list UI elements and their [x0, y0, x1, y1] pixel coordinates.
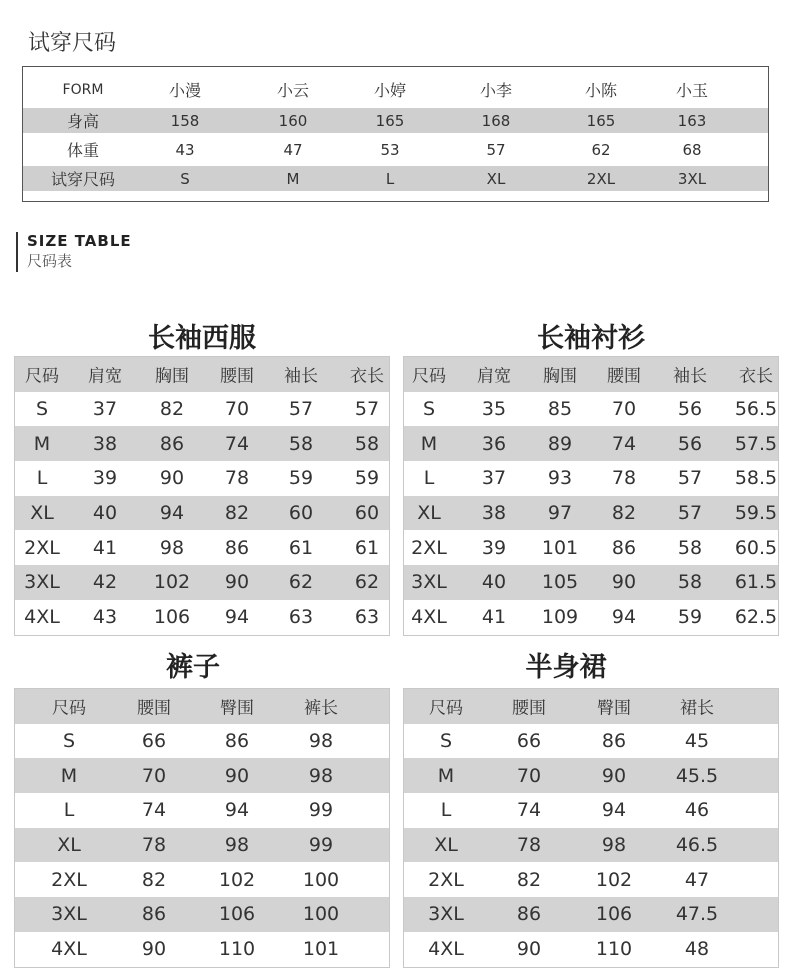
table-cell: 90 [611, 571, 637, 594]
table-cell: 82 [159, 398, 185, 421]
size-label: M [60, 764, 78, 787]
table-cell: 98 [601, 834, 627, 857]
table-cell: 56 [677, 398, 703, 421]
size-label: L [63, 799, 75, 822]
trial-cell: 小云 [276, 81, 310, 100]
table-cell: 62 [288, 571, 314, 594]
column-header: 尺码 [412, 366, 446, 387]
table-row [404, 758, 778, 793]
size-label: M [437, 764, 455, 787]
trial-cell: 小婷 [373, 81, 407, 100]
table-cell: 78 [141, 834, 167, 857]
column-header: 衣长 [739, 366, 773, 387]
table-row [404, 496, 778, 531]
table-cell: 100 [302, 903, 340, 926]
table-cell: 36 [481, 432, 507, 455]
column-header: 袖长 [284, 366, 318, 387]
table-cell: 47 [684, 868, 710, 891]
pants-table-title: 裤子 [166, 652, 220, 683]
size-label: 4XL [411, 606, 447, 629]
table-cell: 90 [141, 938, 167, 961]
trial-cell: 158 [170, 111, 200, 130]
column-header: 臀围 [597, 698, 631, 719]
trial-cell: 57 [486, 140, 506, 159]
table-cell: 38 [92, 432, 118, 455]
trial-row [23, 108, 768, 133]
trial-cell: 163 [677, 111, 707, 130]
size-label: XL [57, 834, 81, 857]
trial-cell: 小陈 [584, 81, 618, 100]
size-label: XL [30, 502, 54, 525]
size-table-en: SIZE TABLE [27, 232, 132, 250]
table-row [404, 600, 778, 635]
table-row [404, 793, 778, 828]
table-cell: 70 [611, 398, 637, 421]
shirt-size-table [403, 356, 779, 636]
table-cell: 45 [684, 730, 710, 753]
trial-cell: 2XL [586, 169, 616, 188]
table-cell: 90 [159, 467, 185, 490]
trial-cell: 165 [586, 111, 616, 130]
table-cell: 61 [288, 536, 314, 559]
column-header: 尺码 [52, 698, 86, 719]
table-row [404, 392, 778, 427]
table-row [15, 426, 389, 461]
table-cell: 39 [92, 467, 118, 490]
table-cell: 101 [302, 938, 340, 961]
trial-row-label: 体重 [66, 141, 100, 160]
table-cell: 57 [677, 502, 703, 525]
trial-cell: 165 [375, 111, 405, 130]
table-cell: 66 [516, 730, 542, 753]
table-cell: 42 [92, 571, 118, 594]
table-cell: 74 [224, 432, 250, 455]
table-cell: 99 [308, 799, 334, 822]
table-cell: 101 [541, 536, 579, 559]
size-label: 3XL [428, 903, 464, 926]
size-label: 4XL [51, 938, 87, 961]
trial-cell: 小玉 [675, 81, 709, 100]
column-header: 裤长 [304, 698, 338, 719]
table-cell: 56 [677, 432, 703, 455]
table-cell: 74 [141, 799, 167, 822]
table-cell: 46 [684, 799, 710, 822]
table-header-row [15, 357, 389, 392]
table-row [404, 530, 778, 565]
table-cell: 106 [218, 903, 256, 926]
suit-table-title: 长袖西服 [148, 323, 256, 354]
table-cell: 37 [481, 467, 507, 490]
table-row [404, 724, 778, 759]
size-label: 2XL [24, 536, 60, 559]
skirt-size-table [403, 688, 779, 968]
table-cell: 40 [481, 571, 507, 594]
suit-size-table [14, 356, 390, 636]
table-row [15, 932, 389, 967]
table-cell: 93 [547, 467, 573, 490]
table-cell: 78 [611, 467, 637, 490]
table-cell: 82 [516, 868, 542, 891]
table-cell: 60 [288, 502, 314, 525]
trial-cell: 43 [175, 140, 195, 159]
table-row [15, 565, 389, 600]
trial-cell: XL [486, 169, 506, 188]
table-cell: 86 [159, 432, 185, 455]
table-cell: 102 [595, 868, 633, 891]
table-row [15, 793, 389, 828]
trial-cell: M [286, 169, 300, 188]
table-cell: 45.5 [675, 764, 719, 787]
table-cell: 94 [601, 799, 627, 822]
table-cell: 78 [224, 467, 250, 490]
size-label: 3XL [24, 571, 60, 594]
table-cell: 40 [92, 502, 118, 525]
table-cell: 94 [159, 502, 185, 525]
table-cell: 74 [516, 799, 542, 822]
table-cell: 41 [481, 606, 507, 629]
table-row [15, 392, 389, 427]
trial-cell: 68 [682, 140, 702, 159]
size-label: S [35, 398, 49, 421]
table-cell: 94 [611, 606, 637, 629]
table-cell: 110 [595, 938, 633, 961]
table-cell: 100 [302, 868, 340, 891]
table-cell: 35 [481, 398, 507, 421]
table-cell: 70 [516, 764, 542, 787]
size-label: 4XL [24, 606, 60, 629]
trial-row [23, 166, 768, 191]
table-cell: 102 [218, 868, 256, 891]
table-cell: 58 [354, 432, 380, 455]
trial-header-row [23, 77, 768, 102]
table-cell: 74 [611, 432, 637, 455]
size-label: S [62, 730, 76, 753]
table-row [404, 932, 778, 967]
table-cell: 47.5 [675, 903, 719, 926]
table-cell: 60 [354, 502, 380, 525]
table-row [15, 461, 389, 496]
table-cell: 63 [354, 606, 380, 629]
table-cell: 98 [159, 536, 185, 559]
trial-row-label: FORM [62, 81, 104, 98]
table-cell: 89 [547, 432, 573, 455]
table-cell: 109 [541, 606, 579, 629]
table-header-row [404, 357, 778, 392]
table-cell: 62 [354, 571, 380, 594]
trial-row-label: 试穿尺码 [50, 170, 116, 189]
table-row [404, 828, 778, 863]
size-label: 3XL [51, 903, 87, 926]
trial-size-table [22, 66, 769, 202]
table-header-row [404, 689, 778, 724]
table-cell: 57 [677, 467, 703, 490]
table-cell: 85 [547, 398, 573, 421]
trial-cell: 小李 [479, 81, 513, 100]
size-label: L [36, 467, 48, 490]
table-cell: 39 [481, 536, 507, 559]
table-cell: 57.5 [734, 432, 778, 455]
table-cell: 105 [541, 571, 579, 594]
table-row [404, 426, 778, 461]
table-cell: 98 [308, 730, 334, 753]
size-label: 2XL [428, 868, 464, 891]
table-header-row [15, 689, 389, 724]
size-table-cn: 尺码表 [27, 252, 73, 270]
table-cell: 48 [684, 938, 710, 961]
table-row [404, 862, 778, 897]
trial-cell: L [385, 169, 395, 188]
table-cell: 59 [677, 606, 703, 629]
trial-cell: 53 [380, 140, 400, 159]
table-cell: 82 [611, 502, 637, 525]
table-row [15, 758, 389, 793]
table-cell: 86 [224, 730, 250, 753]
size-label: L [440, 799, 452, 822]
table-cell: 94 [224, 799, 250, 822]
table-row [15, 600, 389, 635]
skirt-table-title: 半身裙 [525, 652, 607, 683]
size-label: 3XL [411, 571, 447, 594]
table-cell: 59.5 [734, 502, 778, 525]
table-cell: 66 [141, 730, 167, 753]
table-cell: 59 [288, 467, 314, 490]
table-cell: 41 [92, 536, 118, 559]
column-header: 腰围 [137, 698, 171, 719]
table-cell: 70 [141, 764, 167, 787]
table-cell: 90 [601, 764, 627, 787]
table-cell: 61.5 [734, 571, 778, 594]
table-cell: 99 [308, 834, 334, 857]
table-cell: 86 [141, 903, 167, 926]
column-header: 衣长 [350, 366, 384, 387]
column-header: 肩宽 [477, 366, 511, 387]
table-cell: 82 [224, 502, 250, 525]
table-row [404, 565, 778, 600]
column-header: 腰围 [220, 366, 254, 387]
table-cell: 106 [595, 903, 633, 926]
column-header: 腰围 [607, 366, 641, 387]
table-cell: 37 [92, 398, 118, 421]
table-cell: 86 [516, 903, 542, 926]
column-header: 肩宽 [88, 366, 122, 387]
table-cell: 61 [354, 536, 380, 559]
table-cell: 106 [153, 606, 191, 629]
trial-cell: 62 [591, 140, 611, 159]
table-row [15, 496, 389, 531]
trial-cell: 168 [481, 111, 511, 130]
table-cell: 70 [224, 398, 250, 421]
table-cell: 60.5 [734, 536, 778, 559]
table-cell: 86 [601, 730, 627, 753]
table-cell: 62.5 [734, 606, 778, 629]
size-label: 4XL [428, 938, 464, 961]
trial-cell: 47 [283, 140, 303, 159]
size-label: M [420, 432, 438, 455]
table-cell: 56.5 [734, 398, 778, 421]
table-cell: 110 [218, 938, 256, 961]
table-cell: 58.5 [734, 467, 778, 490]
size-label: XL [417, 502, 441, 525]
size-table-heading [16, 232, 132, 272]
column-header: 尺码 [25, 366, 59, 387]
table-row [15, 724, 389, 759]
column-header: 臀围 [220, 698, 254, 719]
table-cell: 98 [224, 834, 250, 857]
column-header: 尺码 [429, 698, 463, 719]
table-cell: 58 [288, 432, 314, 455]
table-cell: 90 [224, 571, 250, 594]
table-row [15, 828, 389, 863]
table-row [404, 897, 778, 932]
table-cell: 97 [547, 502, 573, 525]
pants-size-table [14, 688, 390, 968]
trial-row-label: 身高 [66, 112, 100, 131]
trial-cell: 3XL [677, 169, 707, 188]
table-cell: 82 [141, 868, 167, 891]
table-cell: 57 [354, 398, 380, 421]
size-label: S [439, 730, 453, 753]
table-cell: 90 [516, 938, 542, 961]
table-cell: 98 [308, 764, 334, 787]
table-cell: 63 [288, 606, 314, 629]
table-cell: 46.5 [675, 834, 719, 857]
table-cell: 38 [481, 502, 507, 525]
size-label: XL [434, 834, 458, 857]
shirt-table-title: 长袖衬衫 [537, 323, 645, 354]
table-row [404, 461, 778, 496]
trial-cell: S [180, 169, 190, 188]
table-cell: 78 [516, 834, 542, 857]
size-label: L [423, 467, 435, 490]
trial-row [23, 137, 768, 162]
column-header: 腰围 [512, 698, 546, 719]
table-cell: 86 [224, 536, 250, 559]
table-cell: 58 [677, 571, 703, 594]
table-cell: 57 [288, 398, 314, 421]
table-cell: 58 [677, 536, 703, 559]
column-header: 袖长 [673, 366, 707, 387]
table-row [15, 530, 389, 565]
trial-size-title: 试穿尺码 [28, 31, 117, 56]
size-label: 2XL [411, 536, 447, 559]
column-header: 胸围 [543, 366, 577, 387]
trial-cell: 160 [278, 111, 308, 130]
table-row [15, 862, 389, 897]
column-header: 裙长 [680, 698, 714, 719]
table-row [15, 897, 389, 932]
size-label: M [33, 432, 51, 455]
table-cell: 90 [224, 764, 250, 787]
table-cell: 59 [354, 467, 380, 490]
column-header: 胸围 [155, 366, 189, 387]
size-label: 2XL [51, 868, 87, 891]
table-cell: 94 [224, 606, 250, 629]
table-cell: 86 [611, 536, 637, 559]
table-cell: 102 [153, 571, 191, 594]
trial-cell: 小漫 [168, 81, 202, 100]
size-label: S [422, 398, 436, 421]
table-cell: 43 [92, 606, 118, 629]
